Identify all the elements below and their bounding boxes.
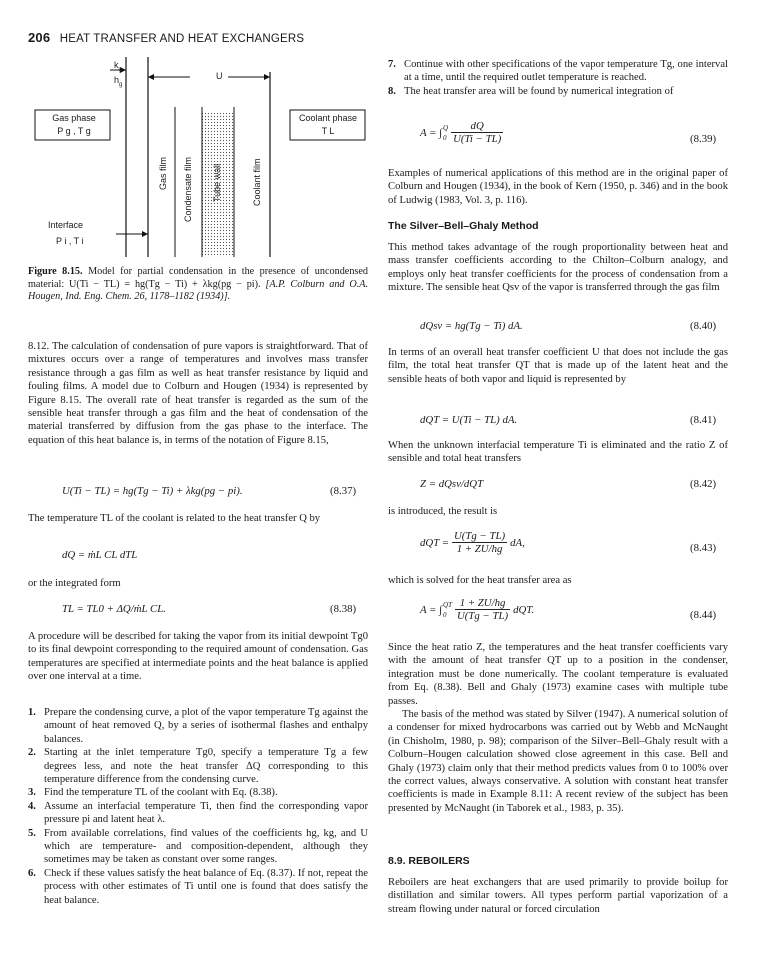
eq-8-43-number: (8.43) — [690, 542, 717, 554]
gas-phase-label: Gas phase — [52, 113, 96, 123]
list-item: 3. Find the temperature TL of the coolant with Eq. (8.38). — [28, 787, 278, 799]
kg-hg-label: $k_g$ $h_g$ — [114, 60, 123, 88]
left-para-3: or the integrated form — [28, 578, 121, 589]
list-item: 4. Assume an interfacial temperature Ti, then find the corresponding vapor pressure pi and latent heat λ. — [28, 800, 368, 826]
caption-text: Model for partial condensation in the presence of uncondensed material: U(Ti − TL) = hg(Tg − Ti) + λkg(pg − pi). — [28, 266, 368, 290]
list-item: 5. From available correlations, find values of the coefficients hg, kg, and U which are temperature- and composition-dependent, although they sometimes may be taken as constant over some ranges. — [28, 827, 368, 866]
caption-source: [A.P. Colburn and O.A. Hougen, Ind. Eng. Chem. 26, 1178–1182 (1934)]. — [28, 278, 369, 302]
interface-vars: P i , T i — [56, 236, 84, 246]
eq-8-42: Z = dQsv/dQT — [420, 478, 484, 490]
right-para-result: is introduced, the result is — [388, 506, 498, 517]
right-para-since: Since the heat ratio Z, the temperatures and the heat transfer coefficients vary with the amount of heat transfer QT up to a position in the condenser, integration must be done numerically. The coolant temperature is evaluated from Eq. (8.38). Bell and Ghaly (1973) examine cases with multiple tube passes. — [388, 642, 728, 707]
eq-8-37-number: (8.37) — [330, 485, 357, 497]
list-item: 1. Prepare the condensing curve, a plot of the vapor temperature Tg against the amount of heat removed Q, by a series of isothermal flashes and enthalpy balances. — [28, 707, 368, 745]
eq-8-41: dQT = U(Ti − TL) dA. — [420, 414, 518, 426]
list-item: 7. Continue with other specifications of the vapor temperature Tg, one interval at a time, until the required outlet temperature is reached. — [388, 59, 728, 84]
eq-8-44: A = ∫ QT 0 $\frac{1 + ZU/hg}{U(Tg - TL)}$ dQT. — [420, 597, 535, 622]
right-para-unknown: When the unknown interfacial temperature Ti is eliminated and the ratio Z of sensible and total heat transfers — [388, 440, 728, 465]
eq-8-43: dQT = $\frac{U(Tg - TL)}{1 + ZU/hg}$ dA, — [420, 530, 525, 555]
page-header — [28, 30, 304, 45]
figure-caption — [28, 266, 368, 304]
eq-8-41-number: (8.41) — [690, 414, 717, 426]
eq-8-39: A = ∫ Q 0 $\frac{dQ}{U(Ti - TL)}$ — [420, 120, 502, 145]
right-para-reboilers: Reboilers are heat exchangers that are used primarily to provide boilup for distillation and similar towers. All types perform partial vaporization of a stream flowing under natural or forced circulation — [388, 877, 728, 915]
right-para-basis: The basis of the method was stated by Silver (1947). A numerical solution of a condenser for mixed hydrocarbons was carried out by Webb and McNaught (in Chisholm, 1980, p. 98); comparison of the Silver–Bell–Ghaly result with a Colburn–Hougen calculation showed close agreement in this case. Bell and Ghaly (1973) claim only that their method predicts values from 0 to 100% over the correct values, always conservative. A solution with constant heat transfer coefficients is made in Example 8.11: A recent review of the subject has been presented by McNaught (in Taborek et al., 1983, p. 35). — [388, 709, 728, 814]
left-para-4: A procedure will be described for taking the vapor from its initial dewpoint Tg0 to its final dewpoint corresponding to the required amount of condensation. Gas temperatures are specified at intermediate points and the heat balance is applied over one interval at a time. — [28, 631, 368, 683]
left-steps-list — [28, 706, 368, 907]
tube-wall-label: Tube wall — [212, 163, 222, 202]
eq-dq: dQ = ṁL CL dTL — [62, 549, 138, 561]
eq-8-37: U(Ti − TL) = hg(Tg − Ti) + λkg(pg − pi). — [62, 485, 243, 497]
condensate-film-label: Condensate film — [183, 156, 193, 222]
caption-label: Figure 8.15. — [28, 266, 83, 277]
right-para-solved: which is solved for the heat transfer area as — [388, 575, 572, 586]
eq-8-42-number: (8.42) — [690, 478, 717, 490]
section-heading-reboilers: 8.9. REBOILERS — [388, 855, 470, 867]
gas-phase-vars: P g , T g — [57, 126, 91, 136]
left-para-2: The temperature TL of the coolant is related to the heat transfer Q by — [28, 513, 321, 524]
list-item: 6. Check if these values satisfy the heat balance of Eq. (8.37). If not, repeat the process with other estimates of Ti until one is found that does satisfy the heat balance. — [28, 867, 368, 906]
list-item: 8. The heat transfer area will be found by numerical integration of — [388, 85, 674, 97]
coolant-phase-var: T L — [321, 126, 335, 136]
eq-8-39-number: (8.39) — [690, 133, 717, 145]
coolant-film-label: Coolant film — [252, 158, 262, 206]
interface-label: Interface — [48, 220, 84, 230]
eq-8-44-number: (8.44) — [690, 609, 717, 621]
running-title: HEAT TRANSFER AND HEAT EXCHANGERS — [59, 33, 305, 45]
right-steps-list — [388, 58, 728, 98]
eq-8-38-number: (8.38) — [330, 603, 357, 615]
list-item: 2. Starting at the inlet temperature Tg0, specify a temperature Tg a few degrees less, and note the heat transfer ΔQ corresponding to this temperature difference from the condensing curve. — [28, 747, 368, 786]
right-para-sbg: This method takes advantage of the rough proportionality between heat and mass transfer coefficients according to the Chilton–Colburn analogy, and employs only heat transfer coefficients for the process of condensation from a mixture. The sensible heat Qsv of the vapor is transferred through the gas film — [388, 242, 728, 294]
eq-8-38: TL = TL0 + ΔQ/ṁL CL. — [62, 603, 166, 615]
right-para-overall: In terms of an overall heat transfer coefficient U that does not include the gas film, the total heat transfer QT that is made up of the latent heat and the sensible heats of both vapor and liquid is represented by — [388, 347, 728, 385]
right-para-examples: Examples of numerical applications of this method are in the original paper of Colburn and Hougen (1934), in the book of Kern (1950, p. 346) and in the book of Ludwig (1983, Vol. 3, p. 116). — [388, 168, 728, 206]
u-label: U — [216, 71, 223, 81]
eq-8-40-number: (8.40) — [690, 320, 717, 332]
coolant-phase-label: Coolant phase — [298, 113, 358, 123]
section-heading-sbg: The Silver–Bell–Ghaly Method — [388, 220, 539, 232]
figure-diagram — [30, 52, 375, 267]
eq-8-40: dQsv = hg(Tg − Ti) dA. — [420, 320, 523, 332]
gas-film-label: Gas film — [158, 156, 168, 190]
page-number: 206 — [28, 30, 51, 45]
left-para-1: 8.12. The calculation of condensation of pure vapors is straightforward. That of mixtures occurs over a range of temperatures and involves mass transfer resistance through a gas film as well as heat transfer resistance by liquid and fouling films. A model due to Colburn and Hougen (1934) is represented by Figure 8.15. The overall rate of heat transfer is regarded as the sum of the sensible heat transfer through a gas film and the heat of condensation of the material transferred by diffusion from the gas phase to the interface. The equation of this heat balance is, in terms of the notation of Figure 8.15, — [28, 341, 368, 446]
